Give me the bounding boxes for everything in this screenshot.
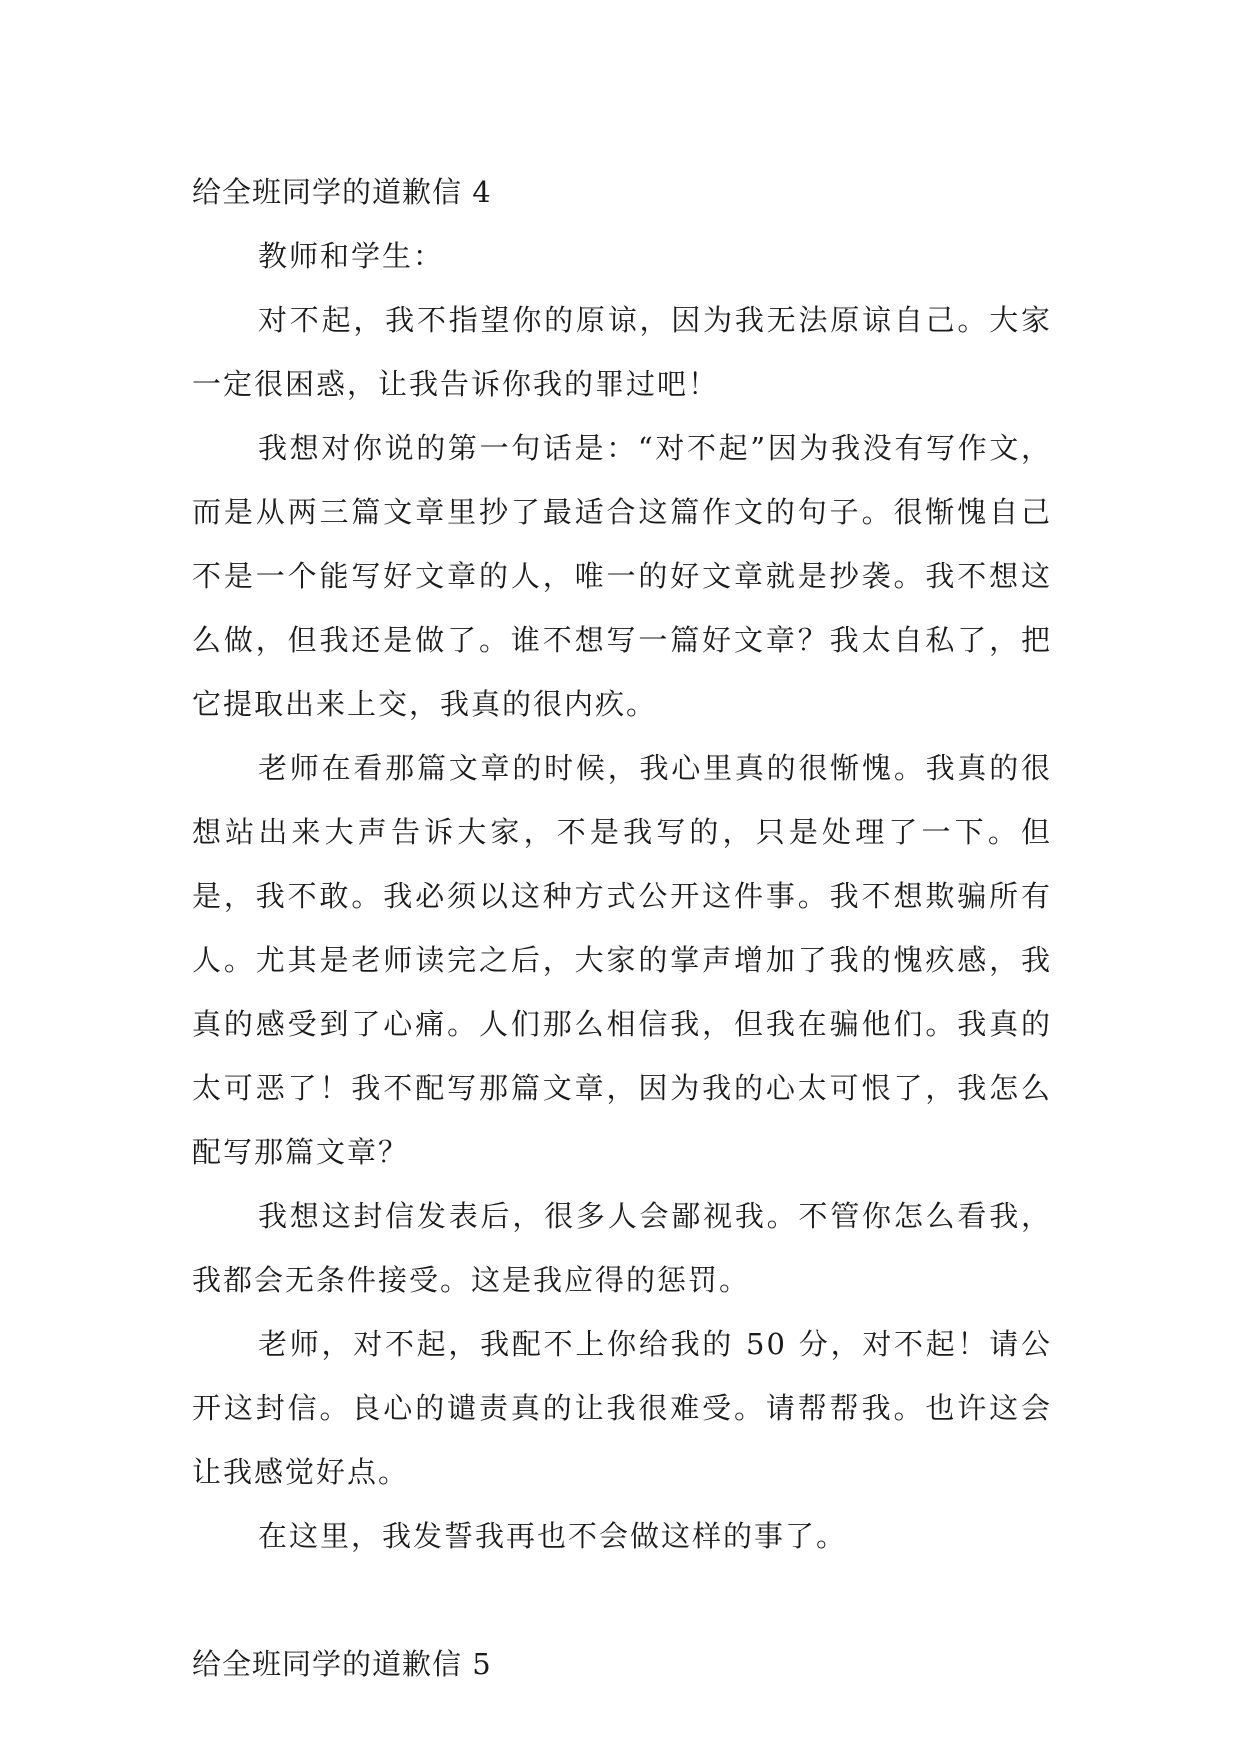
paragraph-request: 老师，对不起，我配不上你给我的 50 分，对不起！请公开这封信。良心的谴责真的让我很难受。请帮帮我。也许这会让我感觉好点。: [192, 1327, 1052, 1489]
salutation: 教师和学生：: [258, 239, 445, 273]
paragraph-vow: 在这里，我发誓我再也不会做这样的事了。: [258, 1519, 848, 1553]
paragraph-confession: 我想对你说的第一句话是：“对不起”因为我没有写作文，而是从两三篇文章里抄了最适合这篇作文的句子。很惭愧自己不是一个能写好文章的人，唯一的好文章就是抄袭。我不想这么做，但我还是做了。谁不想写一篇好文章？我太自私了，把它提取出来上交，我真的很内疚。: [192, 431, 1052, 721]
paragraph-guilt: 老师在看那篇文章的时候，我心里真的很惭愧。我真的很想站出来大声告诉大家，不是我写的，只是处理了一下。但是，我不敢。我必须以这种方式公开这件事。我不想欺骗所有人。尤其是老师读完之后，大家的掌声增加了我的愧疚感，我真的感受到了心痛。人们那么相信我，但我在骗他们。我真的太可恶了！我不配写那篇文章，因为我的心太可恨了，我怎么配写那篇文章？: [192, 751, 1052, 1169]
letter-4-title: 给全班同学的道歉信 4: [192, 175, 492, 209]
paragraph-acceptance: 我想这封信发表后，很多人会鄙视我。不管你怎么看我，我都会无条件接受。这是我应得的惩罚。: [192, 1199, 1052, 1297]
letter-5-title: 给全班同学的道歉信 5: [192, 1647, 492, 1681]
paragraph-apology: 对不起，我不指望你的原谅，因为我无法原谅自己。大家一定很困惑，让我告诉你我的罪过吧！: [192, 303, 1052, 401]
document-page: [192, 160, 1052, 1696]
